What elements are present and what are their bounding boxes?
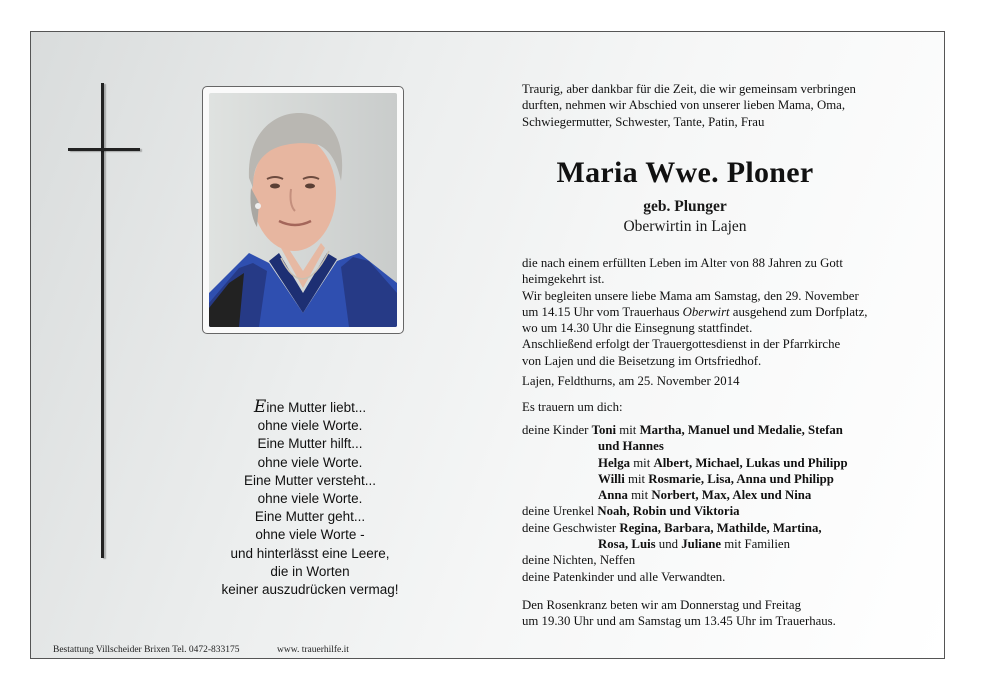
poem-line: keiner auszudrücken vermag! xyxy=(221,582,399,598)
deceased-role: Oberwirtin in Lajen xyxy=(623,218,747,235)
funeral-home-website[interactable]: www. trauerhilfe.it xyxy=(277,645,349,655)
poem-line: ohne viele Worte - xyxy=(255,527,365,543)
poem xyxy=(200,398,420,599)
list-item: Willi mit Rosmarie, Lisa, Anna und Philipp xyxy=(598,471,834,486)
list-item: deine Urenkel Noah, Robin und Viktoria xyxy=(522,504,740,519)
list-item: und Hannes xyxy=(598,439,664,454)
list-item: deine Nichten, Neffen xyxy=(522,553,636,568)
maiden-name: geb. Plunger xyxy=(643,198,727,215)
cross-icon-vertical xyxy=(101,83,104,558)
poem-line: Eine Mutter geht... xyxy=(254,509,366,525)
list-item: Anna mit Norbert, Max, Alex und Nina xyxy=(598,488,812,503)
poem-line: ohne viele Worte. xyxy=(257,491,363,507)
funeral-details: die nach einem erfüllten Leben im Alter von 88 Jahren zu Gott heimgekehrt ist. Wir begleiten unsere liebe Mama am Samstag, den 29. November um 14.15 Uhr vom Trauerhaus Oberwirt ausgehend zum Dorfplatz, wo um 14.30 Uhr die Einsegnung stattfindet. Anschließend erfolgt der Trauergottesdienst in der Pfarrkirche von Lajen und die Beisetzung im Ortsfriedhof. xyxy=(522,256,868,368)
poem-line: Eine Mutter liebt... xyxy=(253,397,367,417)
list-item: deine Patenkinder und alle Verwandten. xyxy=(522,569,726,584)
mourners-intro: Es trauern um dich: xyxy=(522,400,623,414)
poem-line: ohne viele Worte. xyxy=(257,418,363,434)
poem-line: Eine Mutter versteht... xyxy=(243,472,377,488)
cross-icon-horizontal xyxy=(68,148,140,151)
poem-line: ohne viele Worte. xyxy=(257,454,363,470)
portrait-photo xyxy=(209,93,397,327)
rosary-info: Den Rosenkranz beten wir am Donnerstag und Freitag um 19.30 Uhr und am Samstag um 13.45 Uhr im Trauerhaus. xyxy=(522,598,836,629)
poem-initial: E xyxy=(253,397,267,417)
mourners-list xyxy=(522,422,922,585)
funeral-home-contact: Bestattung Villscheider Brixen Tel. 0472-833175 xyxy=(53,645,240,655)
list-item: Helga mit Albert, Michael, Lukas und Philipp xyxy=(598,455,848,470)
poem-line: die in Worten xyxy=(270,563,350,579)
portrait-frame xyxy=(202,86,404,334)
poem-line: Eine Mutter hilft... xyxy=(257,436,363,452)
list-item: deine Kinder Toni mit Martha, Manuel und Medalie, Stefan xyxy=(522,423,843,437)
poem-line: und hinterlässt eine Leere, xyxy=(230,545,390,561)
list-item: Rosa, Luis und Juliane mit Familien xyxy=(598,537,790,552)
intro-text: Traurig, aber dankbar für die Zeit, die wir gemeinsam verbringen durften, nehmen wir Abschied von unserer lieben Mama, Oma, Schwiegermutter, Schwester, Tante, Patin, Frau xyxy=(522,82,856,129)
deceased-name: Maria Wwe. Ploner xyxy=(556,156,814,189)
list-item: deine Geschwister Regina, Barbara, Mathilde, Martina, xyxy=(522,520,822,535)
place-date: Lajen, Feldthurns, am 25. November 2014 xyxy=(522,374,740,388)
